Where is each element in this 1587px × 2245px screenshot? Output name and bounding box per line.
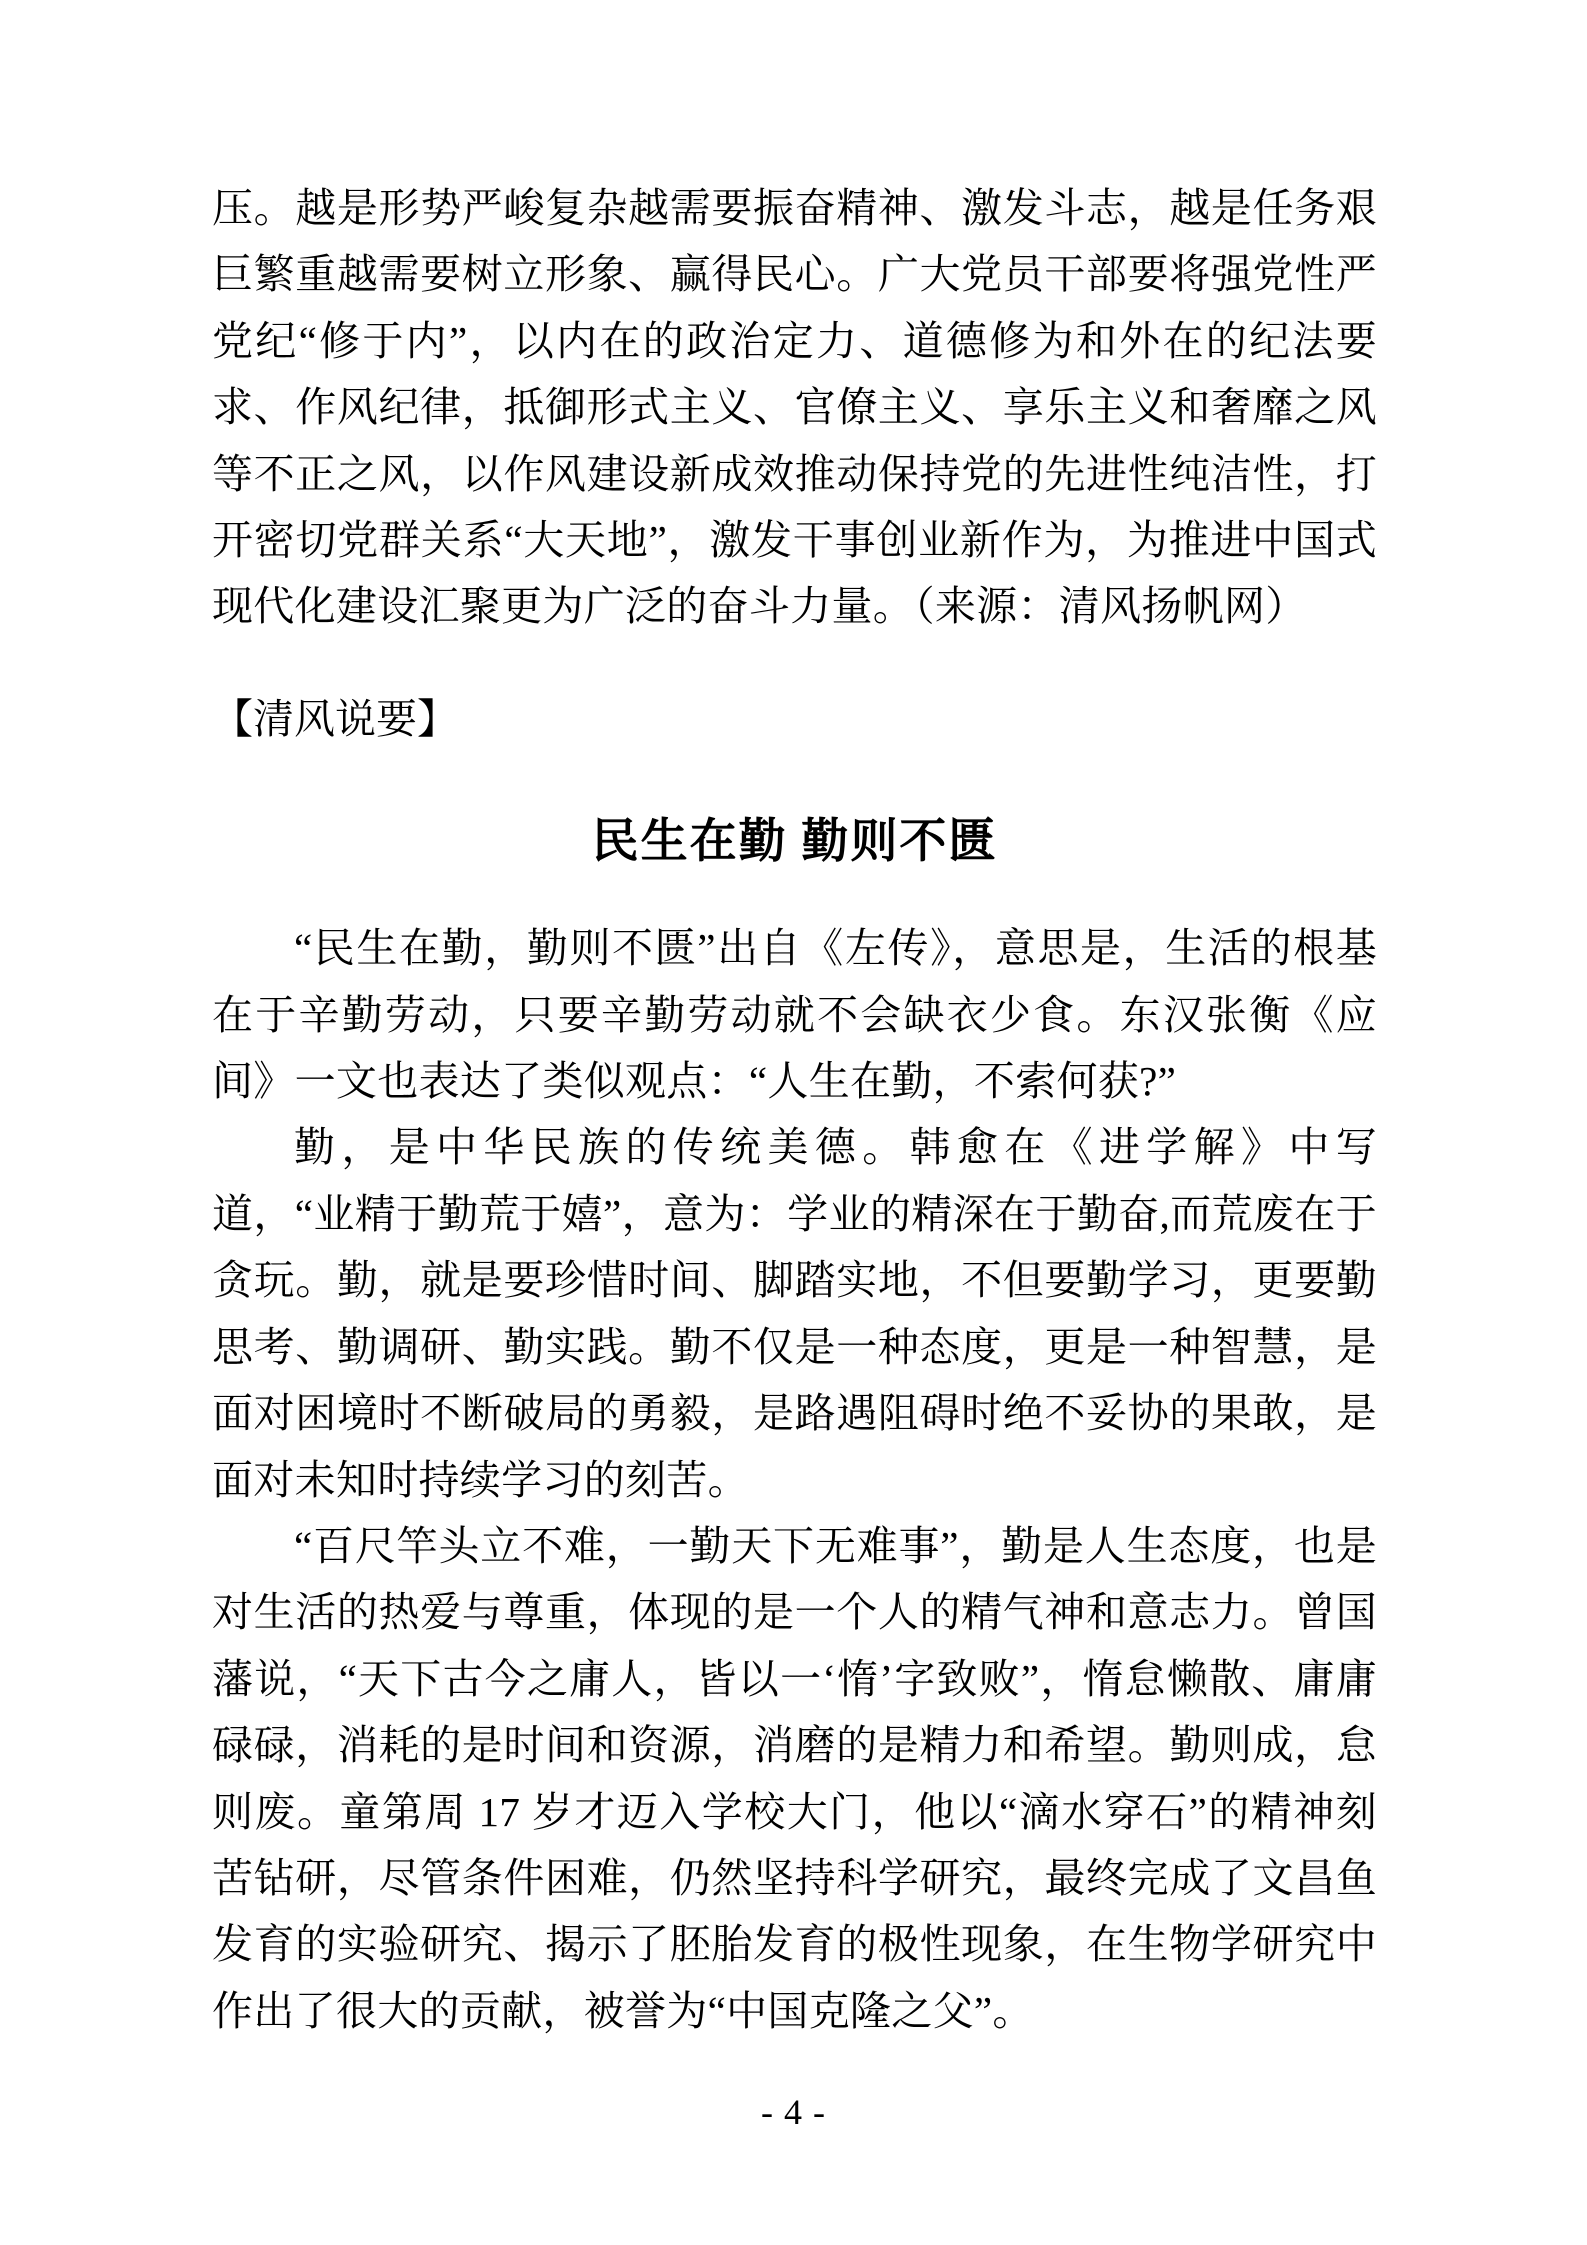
section-label: 【清风说要】 <box>212 695 458 742</box>
article-body <box>212 905 1377 2044</box>
body-paragraph: 勤，是中华民族的传统美德。韩愈在《进学解》中写道，“业精于勤荒于嬉”，意为：学业的精深在于勤奋,而荒废在于贪玩。勤，就是要珍惜时间、脚踏实地，不但要勤学习，更要勤思考、勤调研、勤实践。勤不仅是一种态度，更是一种智慧，是面对困境时不断破局的勇毅，是路遇阻碍时绝不妥协的果敢，是面对未知时持续学习的刻苦。 <box>212 1124 1377 1503</box>
page-title: 民生在勤 勤则不匮 <box>591 816 998 869</box>
paragraph-continued: 压。越是形势严峻复杂越需要振奋精神、激发斗志，越是任务艰巨繁重越需要树立形象、赢得民心。广大党员干部要将强党性严党纪“修于内”，以内在的政治定力、道德修为和外在的纪法要求、作风纪律，抵御形式主义、官僚主义、享乐主义和奢靡之风等不正之风，以作风建设新成效推动保持党的先进性纯洁性，打开密切党群关系“大天地”，激发干事创业新作为，为推进中国式现代化建设汇聚更为广泛的奋斗力量。（来源：清风扬帆网） <box>212 185 1377 630</box>
body-paragraph: “民生在勤，勤则不匮”出自《左传》，意思是，生活的根基在于辛勤劳动，只要辛勤劳动就不会缺衣少食。东汉张衡《应间》一文也表达了类似观点：“人生在勤，不索何获?” <box>212 925 1377 1105</box>
body-paragraph: “百尺竿头立不难，一勤天下无难事”，勤是人生态度，也是对生活的热爱与尊重，体现的是一个人的精气神和意志力。曾国藩说，“天下古今之庸人，皆以一‘惰’字致败”，惰怠懒散、庸庸碌碌，消耗的是时间和资源，消磨的是精力和希望。勤则成，怠则废。童第周 17 岁才迈入学校大门，他以“滴水穿石”的精神刻苦钻研，尽管条件困难，仍然坚持科学研究，最终完成了文昌鱼发育的实验研究、揭示了胚胎发育的极性现象，在生物学研究中作出了很大的贡献，被誉为“中国克隆之父”。 <box>212 1522 1377 2034</box>
page-number: - 4 - <box>761 2092 826 2132</box>
page-content <box>212 175 1377 2044</box>
